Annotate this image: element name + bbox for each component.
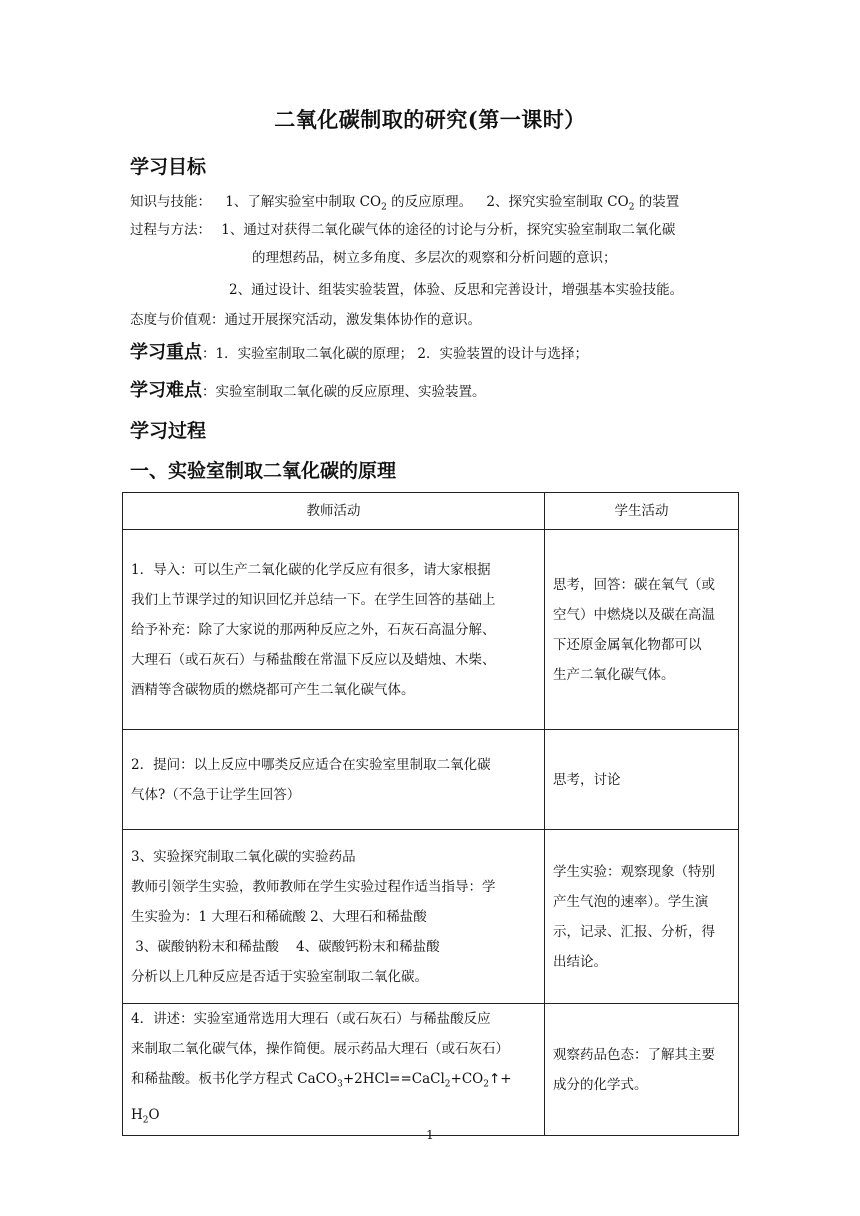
- student-cell: [545, 830, 739, 1004]
- difficulty-text: ：实验室制取二氧化碳的反应原理、实验装置。: [202, 384, 486, 400]
- cell-line: 4．讲述：实验室通常选用大理石（或石灰石）与稀盐酸反应: [131, 1011, 491, 1027]
- process-method-line-1: [130, 218, 675, 238]
- cell-line: 分析以上几种反应是否适于实验室制取二氧化碳。: [131, 968, 428, 985]
- attitude-line: [130, 308, 481, 328]
- cell-line: 教师引领学生实验，教师教师在学生实验过程作适当指导：学: [131, 878, 496, 895]
- cell-line: 酒精等含碳物质的燃烧都可产生二氧化碳气体。: [131, 681, 415, 698]
- cell-line: 下还原金属氧化物都可以: [553, 636, 702, 653]
- teacher-cell: [123, 1004, 545, 1136]
- student-cell: [545, 1004, 739, 1136]
- process-goal-1b: 的理想药品，树立多角度、多层次的观察和分析问题的意识；: [252, 250, 617, 266]
- table-row: [123, 1004, 739, 1136]
- cell-line: 来制取二氧化碳气体，操作简便。展示药品大理石（或石灰石）: [131, 1041, 509, 1057]
- cell-line: 成分的化学式。: [553, 1076, 648, 1093]
- student-cell: [545, 530, 739, 730]
- knowledge-label: 知识与技能：: [130, 194, 211, 210]
- page-number: 1: [426, 1128, 434, 1142]
- cell-line: 3、碳酸钠粉末和稀盐酸 4、碳酸钙粉末和稀盐酸: [131, 938, 440, 955]
- process-goal-2: 2、通过设计、组装实验装置，体验、反思和完善设计，增强基本实验技能。: [229, 282, 684, 298]
- knowledge-goal-2: 2、探究实验室制取 $CO_2$ 的装置: [486, 194, 680, 213]
- student-cell: [545, 730, 739, 830]
- cell-line: 大理石（或石灰石）与稀盐酸在常温下反应以及蜡烛、木柴、: [131, 651, 496, 668]
- key-points-line: [130, 338, 588, 364]
- cell-line: 1．导入：可以生产二氧化碳的化学反应有很多，请大家根据: [131, 561, 491, 578]
- header-teacher-activity: 教师活动: [123, 493, 545, 530]
- key-points-text: ：1．实验室制取二氧化碳的原理； 2．实验装置的设计与选择；: [202, 346, 588, 362]
- teacher-cell: [123, 830, 545, 1004]
- table-row: [123, 530, 739, 730]
- cell-line: 我们上节课学过的知识回忆并总结一下。在学生回答的基础上: [131, 591, 496, 608]
- lesson-table: [122, 492, 739, 1136]
- equation-line: 和稀盐酸。板书化学方程式 $CaCO_3+2HCl==CaCl_2+CO_2↑+ H_2O$: [131, 1071, 512, 1126]
- cell-line: 思考，回答：碳在氧气（或: [553, 576, 715, 593]
- cell-line: 出结论。: [553, 953, 607, 970]
- difficulty-line: [130, 376, 486, 402]
- cell-line: 气体?（不急于让学生回答）: [131, 786, 301, 803]
- cell-line: 观察药品色态：了解其主要: [553, 1046, 715, 1063]
- cell-line: 生实验为：1 大理石和稀硫酸 2、大理石和稀盐酸: [131, 908, 427, 925]
- attitude-text: 通过开展探究活动，激发集体协作的意识。: [224, 312, 481, 328]
- table-header-row: [123, 493, 739, 530]
- teacher-cell: [123, 730, 545, 830]
- gas-arrow-icon: ↑: [488, 1071, 501, 1087]
- process-label: 过程与方法：: [130, 222, 211, 238]
- cell-line: 思考，讨论: [553, 771, 621, 788]
- cell-line: 2．提问：以上反应中哪类反应适合在实验室里制取二氧化碳: [131, 756, 491, 773]
- difficulty-heading: 学习难点: [130, 380, 202, 401]
- cell-line: 生产二氧化碳气体。: [553, 666, 675, 683]
- page-title: 二氧化碳制取的研究(第一课时）: [274, 107, 586, 132]
- cell-line: 产生气泡的速率）。学生演: [553, 893, 709, 910]
- part1-heading: 一、实验室制取二氧化碳的原理: [130, 460, 397, 482]
- process-goal-1a: 1、通过对获得二氧化碳气体的途径的讨论与分析，探究实验室制取二氧化碳: [221, 222, 676, 238]
- goals-heading: 学习目标: [130, 156, 207, 178]
- knowledge-skills-line: [130, 190, 679, 213]
- process-heading: 学习过程: [130, 420, 207, 442]
- teacher-cell: [123, 530, 545, 730]
- attitude-label: 态度与价值观：: [130, 312, 225, 328]
- cell-line: 3、实验探究制取二氧化碳的实验药品: [131, 848, 356, 865]
- cell-line: 示，记录、汇报、分析，得: [553, 923, 715, 940]
- table-row: [123, 830, 739, 1004]
- key-points-heading: 学习重点: [130, 342, 202, 363]
- chemical-equation: $CaCO_3+2HCl==CaCl_2+CO_2↑+ H_2O$: [131, 1071, 512, 1126]
- header-student-activity: 学生活动: [545, 493, 739, 530]
- knowledge-goal-1: 1、了解实验室中制取 $CO_2$ 的反应原理。: [225, 194, 473, 213]
- cell-line: 空气）中燃烧以及碳在高温: [553, 606, 715, 623]
- cell-line: 学生实验：观察现象（特别: [553, 863, 715, 880]
- table-row: [123, 730, 739, 830]
- cell-line: 给予补充：除了大家说的那两种反应之外，石灰石高温分解、: [131, 621, 496, 638]
